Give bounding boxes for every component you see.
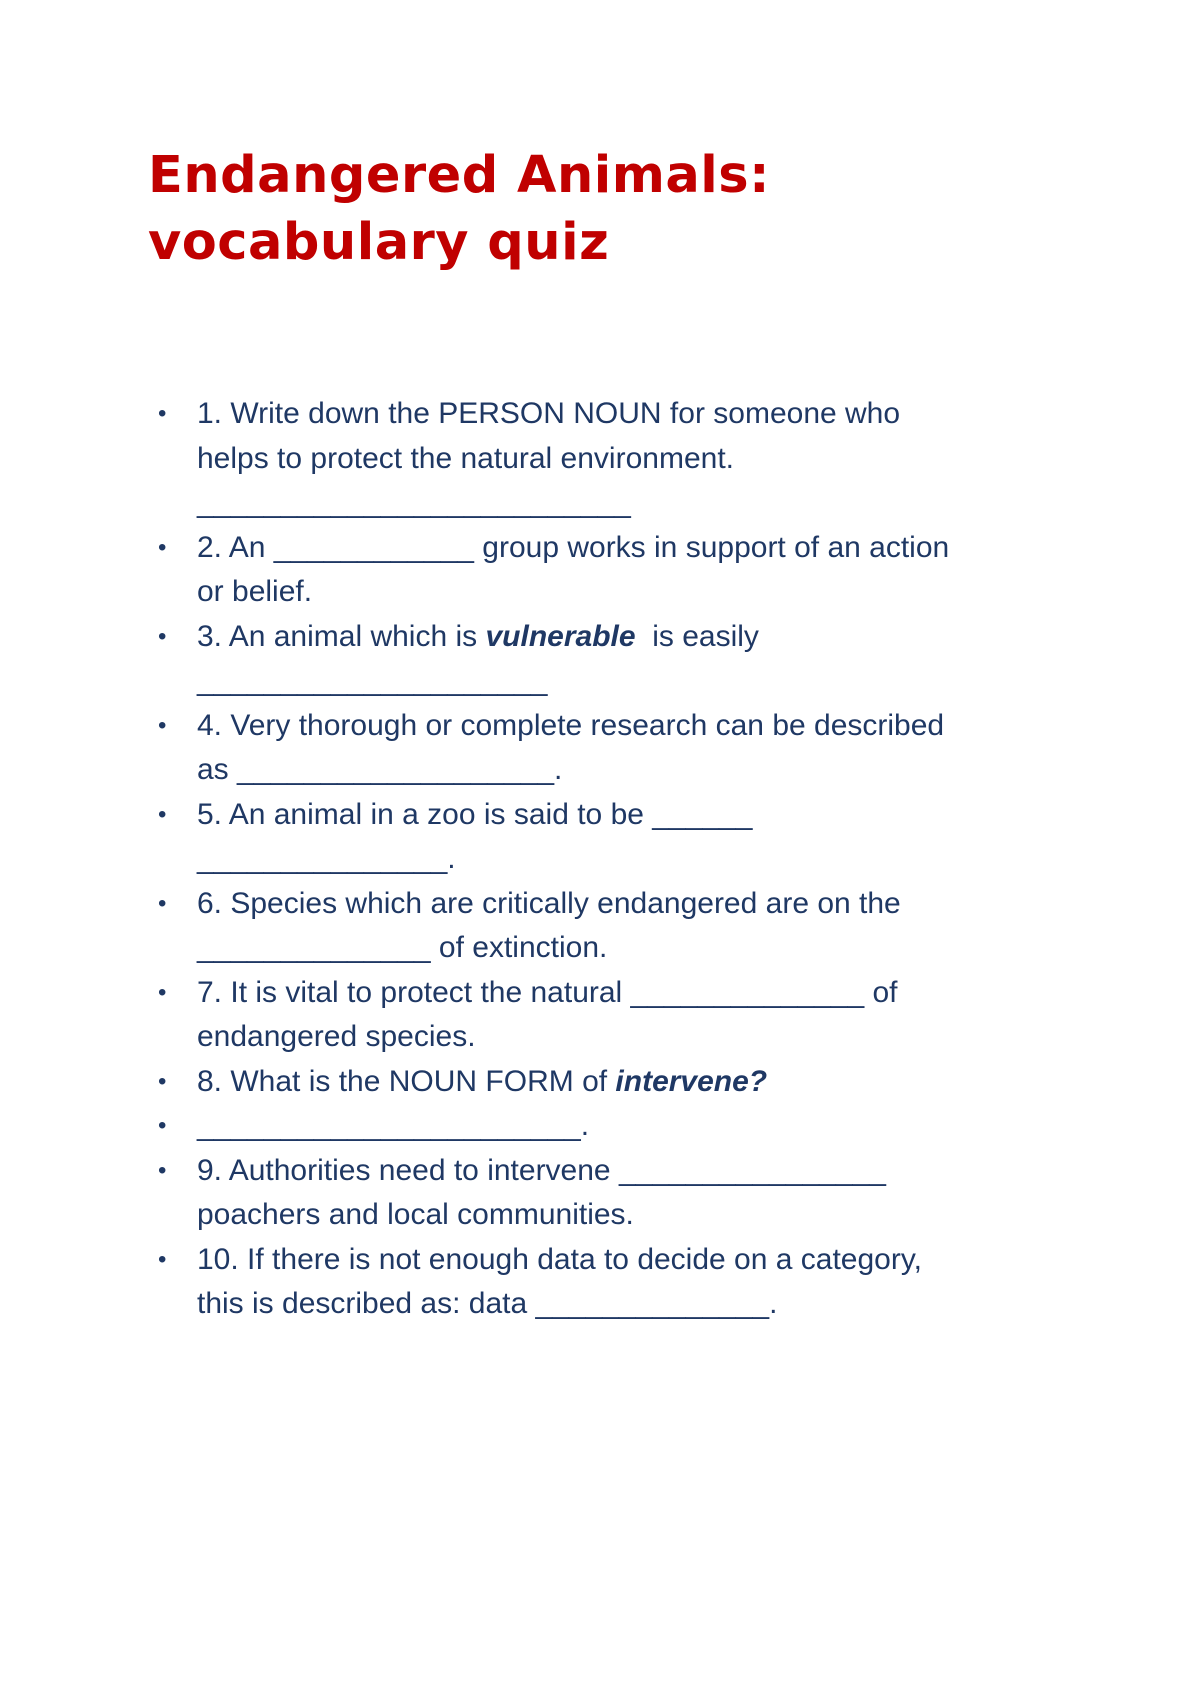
question-8-answer: [0, 1104, 1200, 1149]
bullet-icon: •: [158, 533, 167, 561]
question-8-text-before: 8. What is the NOUN FORM of: [197, 1064, 616, 1098]
question-9: [0, 1149, 1200, 1238]
question-6-line-1: 6. Species which are critically endangered are on the: [197, 886, 901, 920]
question-8-line-1: [197, 1060, 1050, 1105]
question-3-keyword: vulnerable: [485, 619, 636, 653]
question-2: [0, 526, 1200, 615]
question-10: [0, 1238, 1200, 1327]
question-2-line-2: or belief.: [197, 575, 313, 608]
question-1-line-2: helps to protect the natural environment.: [197, 441, 734, 475]
question-3: [0, 615, 1200, 704]
question-10-line-2: this is described as: data ______________.: [197, 1287, 778, 1320]
question-7-line-2: endangered species.: [197, 1020, 476, 1053]
question-10-line-1: 10. If there is not enough data to decide on a category,: [197, 1242, 922, 1276]
title-line-2: vocabulary quiz: [148, 213, 610, 272]
question-7: [0, 971, 1200, 1060]
question-3-line-1: [197, 615, 1050, 660]
bullet-icon: •: [158, 1245, 167, 1273]
question-2-line-1: 2. An ____________ group works in support of an action: [197, 530, 950, 564]
question-6: [0, 882, 1200, 971]
bullet-icon: •: [158, 1067, 167, 1095]
bullet-icon: •: [158, 800, 167, 828]
bullet-icon: •: [158, 711, 167, 739]
bullet-icon: •: [158, 889, 167, 917]
bullet-icon: •: [158, 622, 167, 650]
title-line-1: Endangered Animals:: [148, 146, 771, 205]
question-8-answer-blank: _______________________.: [197, 1109, 590, 1142]
page-title: [148, 142, 770, 276]
question-8: [0, 1060, 1200, 1105]
question-3-text-after: is easily: [635, 619, 759, 653]
question-5: [0, 793, 1200, 882]
question-8-keyword: intervene?: [615, 1064, 768, 1098]
bullet-icon: •: [158, 1156, 167, 1184]
bullet-icon: •: [158, 1112, 167, 1139]
question-1: [0, 392, 1200, 526]
question-1-line-1: 1. Write down the PERSON NOUN for someone who: [197, 397, 901, 430]
question-7-line-1: 7. It is vital to protect the natural ______________ of: [197, 975, 898, 1009]
question-4-line-2: as ___________________.: [197, 753, 563, 786]
bullet-icon: •: [158, 978, 167, 1006]
question-3-answer-blank: _____________________: [197, 664, 548, 697]
question-9-line-2: poachers and local communities.: [197, 1198, 634, 1231]
question-list: [0, 392, 1200, 1327]
question-6-line-2: ______________ of extinction.: [197, 931, 608, 964]
question-5-line-1: 5. An animal in a zoo is said to be ______: [197, 797, 753, 831]
question-4-line-1: 4. Very thorough or complete research can be described: [197, 708, 945, 742]
question-3-text-before: 3. An animal which is: [197, 619, 486, 653]
question-1-answer-blank: __________________________: [197, 486, 631, 519]
question-5-line-2: _______________.: [197, 842, 456, 875]
question-9-line-1: 9. Authorities need to intervene ________________: [197, 1153, 886, 1187]
question-4: [0, 704, 1200, 793]
bullet-icon: •: [158, 400, 167, 427]
